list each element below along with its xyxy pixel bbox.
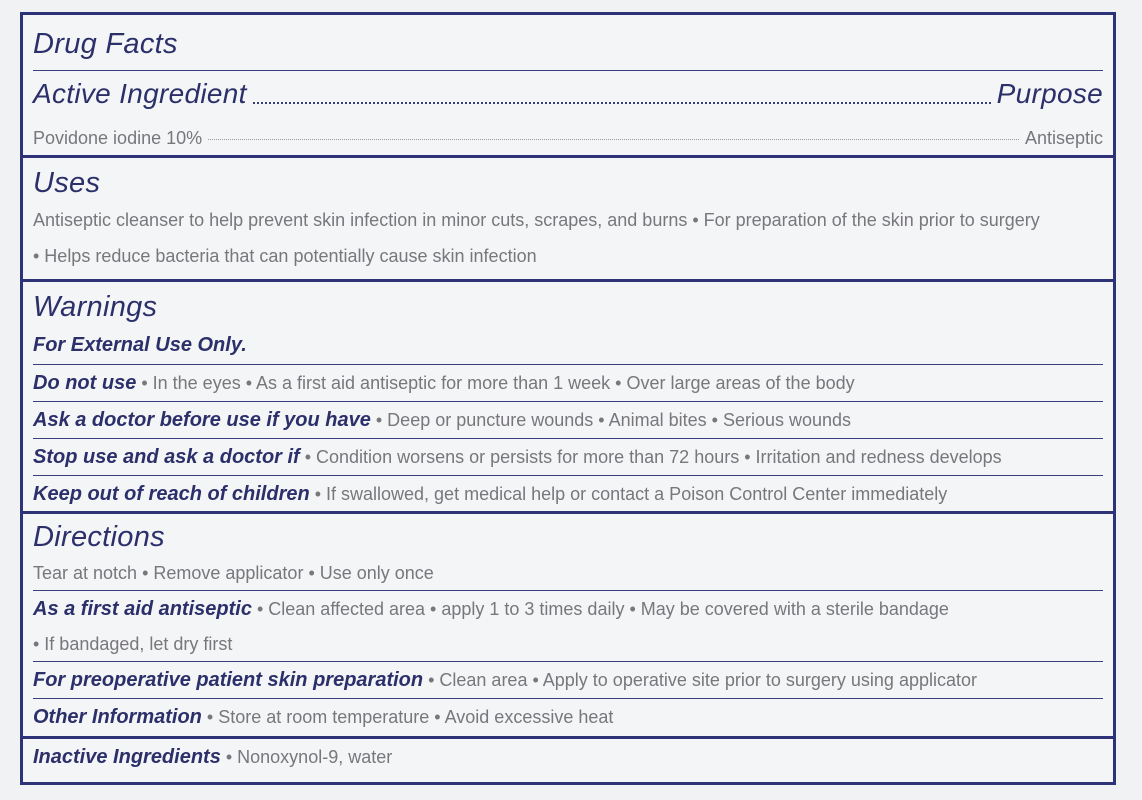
purpose-heading: Purpose [996,78,1103,109]
purpose-value: Antiseptic [1024,128,1103,148]
active-ingredient-header-row [33,77,1103,113]
ask-doctor-text: • Deep or puncture wounds • Animal bites • Serious wounds [370,410,852,430]
other-info-row [33,698,1103,735]
directions-section [23,511,1113,736]
active-ingredient-value: Povidone iodine 10% [33,128,203,148]
stop-use-text: • Condition worsens or persists for more than 72 hours • Irritation and redness develops [299,447,1002,467]
first-aid-text: • Clean affected area • apply 1 to 3 times daily • May be covered with a sterile bandage [251,599,949,619]
ask-doctor-row [33,401,1103,438]
preop-text: • Clean area • Apply to operative site prior to surgery using applicator [423,670,977,690]
warnings-section [23,279,1113,511]
external-use-line: For External Use Only. [33,334,247,356]
inactive-label: Inactive Ingredients [33,746,221,768]
ask-doctor-label: Ask a doctor before use if you have [33,409,371,431]
inactive-section [23,736,1113,776]
stop-use-label: Stop use and ask a doctor if [33,446,300,468]
uses-heading: Uses [33,167,101,199]
keep-out-row [33,475,1103,512]
do-not-use-text: • In the eyes • As a first aid antiseptic for more than 1 week • Over large areas of the body [136,373,855,393]
preop-row [33,661,1103,698]
first-aid-row [33,591,1103,627]
other-info-text: • Store at room temperature • Avoid excessive heat [201,707,614,727]
preop-label: For preoperative patient skin preparation [33,669,424,691]
uses-line-1: Antiseptic cleanser to help prevent skin infection in minor cuts, scrapes, and burns • For preparation of the skin prior to surgery [33,210,1040,230]
do-not-use-row [33,364,1103,401]
directions-heading: Directions [33,521,165,553]
first-aid-label: As a first aid antiseptic [33,598,252,620]
title-divider [33,70,1103,71]
keep-out-text: • If swallowed, get medical help or contact a Poison Control Center immediately [309,484,948,504]
inactive-text: • Nonoxynol-9, water [220,747,393,767]
first-aid-block [33,590,1103,661]
keep-out-label: Keep out of reach of children [33,483,310,505]
title-section [23,15,1113,155]
active-ingredient-heading: Active Ingredient [33,78,247,109]
dotted-leader-thin [208,138,1019,140]
drug-facts-panel [20,12,1116,785]
uses-section [23,155,1113,279]
dotted-leader [253,101,991,104]
first-aid-text-2: • If bandaged, let dry first [33,634,233,654]
stop-use-row [33,438,1103,475]
drug-facts-title: Drug Facts [33,28,178,60]
other-info-label: Other Information [33,706,202,728]
active-ingredient-row [33,119,1103,149]
directions-line-1: Tear at notch • Remove applicator • Use only once [33,563,434,583]
uses-line-2: • Helps reduce bacteria that can potentially cause skin infection [33,246,537,266]
inactive-row [33,739,1103,775]
warnings-heading: Warnings [33,291,158,323]
do-not-use-label: Do not use [33,372,137,394]
